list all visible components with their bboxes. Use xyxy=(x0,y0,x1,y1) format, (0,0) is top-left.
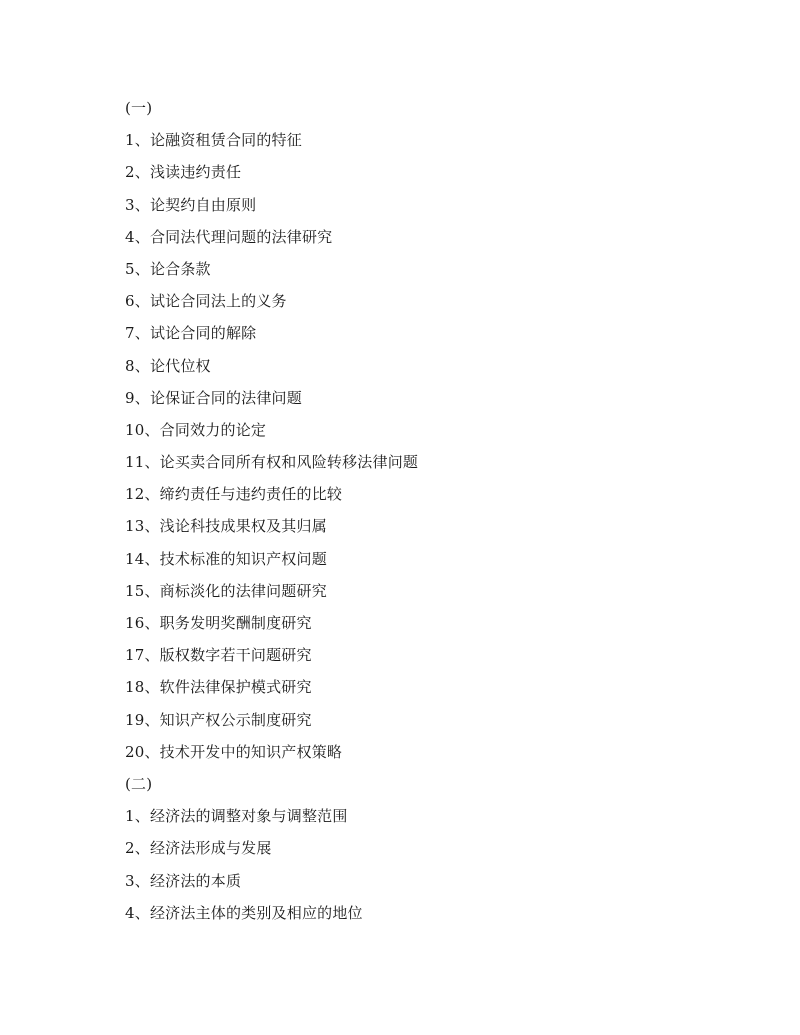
list-item: 3、论契约自由原则 xyxy=(125,195,257,214)
list-item: 4、合同法代理问题的法律研究 xyxy=(125,227,333,246)
list-item: 2、浅读违约责任 xyxy=(125,163,242,182)
list-item: 15、商标淡化的法律问题研究 xyxy=(125,581,327,600)
list-item: 12、缔约责任与违约责任的比较 xyxy=(125,485,343,504)
list-item: 20、技术开发中的知识产权策略 xyxy=(125,742,343,761)
list-item: 2、经济法形成与发展 xyxy=(125,839,272,858)
list-item: 1、经济法的调整对象与调整范围 xyxy=(125,807,348,826)
section-heading-2: (二) xyxy=(125,774,153,793)
list-item: 19、知识产权公示制度研究 xyxy=(125,710,312,729)
list-item: 4、经济法主体的类别及相应的地位 xyxy=(125,903,363,922)
list-item: 11、论买卖合同所有权和风险转移法律问题 xyxy=(125,453,419,472)
list-item: 3、经济法的本质 xyxy=(125,871,242,890)
list-item: 10、合同效力的论定 xyxy=(125,420,267,439)
list-item: 14、技术标准的知识产权问题 xyxy=(125,549,327,568)
list-item: 8、论代位权 xyxy=(125,356,211,375)
list-item: 6、试论合同法上的义务 xyxy=(125,292,287,311)
list-item: 16、职务发明奖酬制度研究 xyxy=(125,614,312,632)
list-item: 5、论合条款 xyxy=(125,259,211,278)
list-item: 13、浅论科技成果权及其归属 xyxy=(125,517,327,536)
list-item: 1、论融资租赁合同的特征 xyxy=(125,131,302,150)
list-item: 17、版权数字若干问题研究 xyxy=(125,646,312,665)
list-item: 18、软件法律保护模式研究 xyxy=(125,678,312,697)
section-heading-1: (一) xyxy=(125,99,153,117)
list-item: 9、论保证合同的法律问题 xyxy=(125,388,302,407)
list-item: 7、试论合同的解除 xyxy=(125,324,257,343)
